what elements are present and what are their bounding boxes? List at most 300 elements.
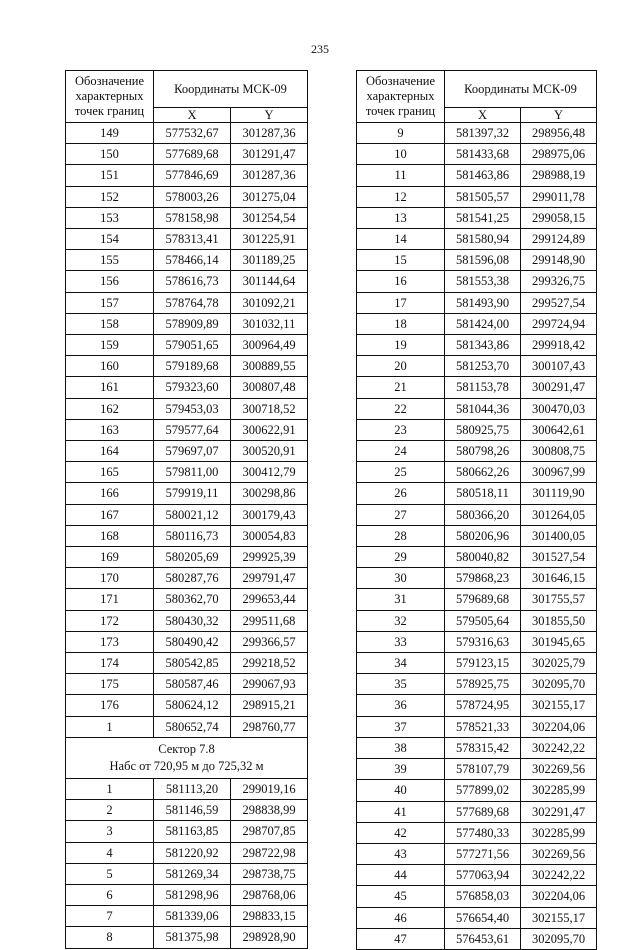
table-row [66,695,308,716]
coordinates-table-right [356,70,597,950]
table-row [66,398,308,419]
point-number-cell: 14 [357,229,445,250]
point-number-cell: 170 [66,568,154,589]
point-number-cell: 21 [357,377,445,398]
table-row [66,292,308,313]
point-number-cell: 9 [357,123,445,144]
table-row [357,441,597,462]
table-row [66,462,308,483]
x-coordinate-cell: 577846,69 [154,165,231,186]
y-coordinate-cell: 300298,86 [231,483,308,504]
point-number-cell: 31 [357,589,445,610]
table-row [357,822,597,843]
y-coordinate-cell: 301400,05 [521,525,597,546]
table-row [357,589,597,610]
x-coordinate-cell: 579505,64 [445,610,521,631]
point-number-cell: 156 [66,271,154,292]
point-number-cell: 162 [66,398,154,419]
table-row [357,674,597,695]
x-coordinate-cell: 579689,68 [445,589,521,610]
table-row [357,631,597,652]
table-row [66,800,308,821]
y-coordinate-cell: 300808,75 [521,441,597,462]
x-column-header: X [154,108,231,123]
y-coordinate-cell: 301755,57 [521,589,597,610]
x-column-header: X [445,108,521,123]
table-row [357,695,597,716]
x-coordinate-cell: 577899,02 [445,780,521,801]
y-coordinate-cell: 300807,48 [231,377,308,398]
point-number-cell: 153 [66,207,154,228]
x-coordinate-cell: 581146,59 [154,800,231,821]
table-row [357,292,597,313]
point-number-cell: 173 [66,631,154,652]
x-coordinate-cell: 581375,98 [154,927,231,948]
y-coordinate-cell: 301646,15 [521,568,597,589]
y-coordinate-cell: 301287,36 [231,165,308,186]
table-row [66,821,308,842]
table-row [357,568,597,589]
point-number-cell: 174 [66,653,154,674]
point-number-cell: 23 [357,419,445,440]
y-column-header: Y [231,108,308,123]
y-coordinate-cell: 302242,22 [521,865,597,886]
y-coordinate-cell: 302204,06 [521,716,597,737]
y-coordinate-cell: 302155,17 [521,695,597,716]
point-number-cell: 32 [357,610,445,631]
table-row [357,335,597,356]
table-row [357,186,597,207]
point-number-cell: 15 [357,250,445,271]
point-number-cell: 46 [357,907,445,928]
table-row [357,525,597,546]
y-coordinate-cell: 302242,22 [521,737,597,758]
coordinates-header: Координаты МСК-09 [154,71,308,108]
table-row [357,271,597,292]
x-coordinate-cell: 580116,73 [154,525,231,546]
x-coordinate-cell: 581397,32 [445,123,521,144]
y-coordinate-cell: 299724,94 [521,313,597,334]
y-coordinate-cell: 298975,06 [521,144,597,165]
left-table-body-b [66,778,308,948]
y-coordinate-cell: 302095,70 [521,928,597,949]
x-coordinate-cell: 580652,74 [154,716,231,737]
x-coordinate-cell: 580542,85 [154,653,231,674]
table-row [66,906,308,927]
x-coordinate-cell: 579919,11 [154,483,231,504]
x-coordinate-cell: 576654,40 [445,907,521,928]
x-coordinate-cell: 581044,36 [445,398,521,419]
table-row [66,631,308,652]
table-row [66,207,308,228]
x-coordinate-cell: 581220,92 [154,842,231,863]
x-coordinate-cell: 578925,75 [445,674,521,695]
y-coordinate-cell: 299918,42 [521,335,597,356]
point-number-cell: 41 [357,801,445,822]
y-coordinate-cell: 299148,90 [521,250,597,271]
point-number-cell: 151 [66,165,154,186]
point-number-cell: 17 [357,292,445,313]
table-row [357,250,597,271]
y-coordinate-cell: 299326,75 [521,271,597,292]
y-coordinate-cell: 301945,65 [521,631,597,652]
y-coordinate-cell: 298838,99 [231,800,308,821]
y-coordinate-cell: 301275,04 [231,186,308,207]
table-row [66,716,308,737]
point-number-cell: 7 [66,906,154,927]
x-coordinate-cell: 579453,03 [154,398,231,419]
table-row [357,737,597,758]
table-row [357,144,597,165]
point-number-cell: 43 [357,843,445,864]
x-coordinate-cell: 581463,86 [445,165,521,186]
x-coordinate-cell: 581153,78 [445,377,521,398]
x-coordinate-cell: 580587,46 [154,674,231,695]
point-number-cell: 34 [357,653,445,674]
x-coordinate-cell: 580362,70 [154,589,231,610]
x-coordinate-cell: 579316,63 [445,631,521,652]
point-number-cell: 158 [66,313,154,334]
y-coordinate-cell: 298988,19 [521,165,597,186]
point-number-cell: 8 [66,927,154,948]
y-coordinate-cell: 300718,52 [231,398,308,419]
x-coordinate-cell: 580205,69 [154,547,231,568]
y-coordinate-cell: 298915,21 [231,695,308,716]
point-number-cell: 39 [357,759,445,780]
y-coordinate-cell: 300622,91 [231,419,308,440]
table-row [66,144,308,165]
y-coordinate-cell: 302269,56 [521,843,597,864]
y-coordinate-cell: 301189,25 [231,250,308,271]
x-coordinate-cell: 578616,73 [154,271,231,292]
y-coordinate-cell: 302291,47 [521,801,597,822]
table-row [357,801,597,822]
y-coordinate-cell: 301291,47 [231,144,308,165]
point-number-cell: 149 [66,123,154,144]
x-coordinate-cell: 579189,68 [154,356,231,377]
x-coordinate-cell: 578521,33 [445,716,521,737]
x-coordinate-cell: 577689,68 [445,801,521,822]
point-number-cell: 30 [357,568,445,589]
table-row [357,398,597,419]
y-coordinate-cell: 300107,43 [521,356,597,377]
table-row [357,356,597,377]
y-coordinate-cell: 301254,54 [231,207,308,228]
table-row [66,653,308,674]
y-coordinate-cell: 299058,15 [521,207,597,228]
point-number-cell: 167 [66,504,154,525]
point-number-cell: 16 [357,271,445,292]
table-row [357,483,597,504]
point-designation-header: Обозначение характерных точек границ [66,71,154,123]
point-number-cell: 6 [66,884,154,905]
table-row [66,165,308,186]
x-coordinate-cell: 579577,64 [154,419,231,440]
table-row [66,842,308,863]
y-coordinate-cell: 299366,57 [231,631,308,652]
x-coordinate-cell: 577532,67 [154,123,231,144]
x-coordinate-cell: 580366,20 [445,504,521,525]
x-coordinate-cell: 579868,23 [445,568,521,589]
table-row [66,229,308,250]
point-number-cell: 42 [357,822,445,843]
y-coordinate-cell: 300964,49 [231,335,308,356]
x-coordinate-cell: 580206,96 [445,525,521,546]
x-coordinate-cell: 579323,60 [154,377,231,398]
x-coordinate-cell: 580021,12 [154,504,231,525]
x-coordinate-cell: 578764,78 [154,292,231,313]
point-number-cell: 172 [66,610,154,631]
point-number-cell: 159 [66,335,154,356]
y-coordinate-cell: 302025,79 [521,653,597,674]
table-row [66,778,308,799]
x-coordinate-cell: 580798,26 [445,441,521,462]
point-number-cell: 164 [66,441,154,462]
x-coordinate-cell: 578315,42 [445,737,521,758]
table-row [66,271,308,292]
point-number-cell: 20 [357,356,445,377]
x-coordinate-cell: 581298,96 [154,884,231,905]
point-number-cell: 13 [357,207,445,228]
point-number-cell: 10 [357,144,445,165]
point-number-cell: 24 [357,441,445,462]
x-coordinate-cell: 581580,94 [445,229,521,250]
x-coordinate-cell: 580624,12 [154,695,231,716]
table-row [357,928,597,949]
table-row [66,123,308,144]
table-row [357,229,597,250]
x-coordinate-cell: 581553,38 [445,271,521,292]
point-number-cell: 2 [66,800,154,821]
x-coordinate-cell: 581505,57 [445,186,521,207]
table-row [66,356,308,377]
point-number-cell: 165 [66,462,154,483]
table-row [66,547,308,568]
sector-subtitle: Набс от 720,95 м до 725,32 м [109,758,264,773]
point-number-cell: 28 [357,525,445,546]
y-column-header: Y [521,108,597,123]
coordinates-table-left [65,70,308,949]
point-number-cell: 26 [357,483,445,504]
y-coordinate-cell: 301287,36 [231,123,308,144]
x-coordinate-cell: 580662,26 [445,462,521,483]
table-row [66,863,308,884]
y-coordinate-cell: 298760,77 [231,716,308,737]
x-coordinate-cell: 581424,00 [445,313,521,334]
y-coordinate-cell: 301032,11 [231,313,308,334]
point-designation-header: Обозначение характерных точек границ [357,71,445,123]
table-row [357,165,597,186]
y-coordinate-cell: 298928,90 [231,927,308,948]
y-coordinate-cell: 298707,85 [231,821,308,842]
y-coordinate-cell: 301527,54 [521,547,597,568]
table-row [66,186,308,207]
point-number-cell: 1 [66,716,154,737]
point-number-cell: 33 [357,631,445,652]
table-row [357,462,597,483]
y-coordinate-cell: 301092,21 [231,292,308,313]
point-number-cell: 4 [66,842,154,863]
x-coordinate-cell: 581493,90 [445,292,521,313]
y-coordinate-cell: 300470,03 [521,398,597,419]
x-coordinate-cell: 577689,68 [154,144,231,165]
point-number-cell: 166 [66,483,154,504]
x-coordinate-cell: 580518,11 [445,483,521,504]
x-coordinate-cell: 581596,08 [445,250,521,271]
y-coordinate-cell: 301855,50 [521,610,597,631]
x-coordinate-cell: 579811,00 [154,462,231,483]
point-number-cell: 161 [66,377,154,398]
table-row [357,780,597,801]
table-row [357,377,597,398]
y-coordinate-cell: 302285,99 [521,780,597,801]
page-number: 235 [311,42,329,56]
point-number-cell: 3 [66,821,154,842]
table-row [357,610,597,631]
point-number-cell: 27 [357,504,445,525]
y-coordinate-cell: 300967,99 [521,462,597,483]
table-row [66,419,308,440]
point-number-cell: 1 [66,778,154,799]
point-number-cell: 38 [357,737,445,758]
y-coordinate-cell: 302269,56 [521,759,597,780]
point-number-cell: 168 [66,525,154,546]
table-row [357,313,597,334]
y-coordinate-cell: 298738,75 [231,863,308,884]
point-number-cell: 5 [66,863,154,884]
table-row [66,335,308,356]
x-coordinate-cell: 580925,75 [445,419,521,440]
y-coordinate-cell: 302095,70 [521,674,597,695]
y-coordinate-cell: 302204,06 [521,886,597,907]
y-coordinate-cell: 300054,83 [231,525,308,546]
table-row [66,927,308,948]
y-coordinate-cell: 300520,91 [231,441,308,462]
y-coordinate-cell: 301144,64 [231,271,308,292]
point-number-cell: 25 [357,462,445,483]
table-row [66,610,308,631]
table-row [357,865,597,886]
x-coordinate-cell: 578466,14 [154,250,231,271]
sector-row [66,737,308,778]
point-number-cell: 163 [66,419,154,440]
table-row [66,250,308,271]
x-coordinate-cell: 578003,26 [154,186,231,207]
x-coordinate-cell: 581113,20 [154,778,231,799]
x-coordinate-cell: 581269,34 [154,863,231,884]
point-number-cell: 150 [66,144,154,165]
table-row [66,313,308,334]
left-table-body-a [66,123,308,738]
table-row [357,207,597,228]
y-coordinate-cell: 299019,16 [231,778,308,799]
x-coordinate-cell: 576858,03 [445,886,521,907]
point-number-cell: 36 [357,695,445,716]
x-coordinate-cell: 580490,42 [154,631,231,652]
point-number-cell: 12 [357,186,445,207]
sector-title: Сектор 7.8 [158,741,215,756]
point-number-cell: 37 [357,716,445,737]
table-row [357,843,597,864]
point-number-cell: 35 [357,674,445,695]
y-coordinate-cell: 300291,47 [521,377,597,398]
table-row [66,589,308,610]
y-coordinate-cell: 298722,98 [231,842,308,863]
point-number-cell: 171 [66,589,154,610]
table-row [357,547,597,568]
point-number-cell: 44 [357,865,445,886]
table-row [66,674,308,695]
table-row [357,653,597,674]
y-coordinate-cell: 299067,93 [231,674,308,695]
table-row [357,759,597,780]
point-number-cell: 22 [357,398,445,419]
point-number-cell: 40 [357,780,445,801]
x-coordinate-cell: 581253,70 [445,356,521,377]
point-number-cell: 154 [66,229,154,250]
point-number-cell: 155 [66,250,154,271]
x-coordinate-cell: 579697,07 [154,441,231,462]
x-coordinate-cell: 577480,33 [445,822,521,843]
x-coordinate-cell: 581339,06 [154,906,231,927]
x-coordinate-cell: 577271,56 [445,843,521,864]
y-coordinate-cell: 298768,06 [231,884,308,905]
x-coordinate-cell: 578313,41 [154,229,231,250]
y-coordinate-cell: 300889,55 [231,356,308,377]
x-coordinate-cell: 578107,79 [445,759,521,780]
table-row [66,525,308,546]
coordinates-header: Координаты МСК-09 [445,71,597,108]
y-coordinate-cell: 300179,43 [231,504,308,525]
point-number-cell: 11 [357,165,445,186]
table-row [66,884,308,905]
table-row [357,419,597,440]
x-coordinate-cell: 579123,15 [445,653,521,674]
y-coordinate-cell: 299011,78 [521,186,597,207]
x-coordinate-cell: 580040,82 [445,547,521,568]
y-coordinate-cell: 299925,39 [231,547,308,568]
point-number-cell: 176 [66,695,154,716]
y-coordinate-cell: 301119,90 [521,483,597,504]
point-number-cell: 169 [66,547,154,568]
x-coordinate-cell: 581163,85 [154,821,231,842]
point-number-cell: 47 [357,928,445,949]
y-coordinate-cell: 299527,54 [521,292,597,313]
x-coordinate-cell: 580430,32 [154,610,231,631]
table-row [357,886,597,907]
table-row [66,504,308,525]
y-coordinate-cell: 299791,47 [231,568,308,589]
x-coordinate-cell: 578909,89 [154,313,231,334]
point-number-cell: 160 [66,356,154,377]
point-number-cell: 175 [66,674,154,695]
table-row [357,716,597,737]
y-coordinate-cell: 299511,68 [231,610,308,631]
y-coordinate-cell: 302285,99 [521,822,597,843]
x-coordinate-cell: 578724,95 [445,695,521,716]
y-coordinate-cell: 302155,17 [521,907,597,928]
x-coordinate-cell: 578158,98 [154,207,231,228]
y-coordinate-cell: 299124,89 [521,229,597,250]
point-number-cell: 18 [357,313,445,334]
table-row [66,483,308,504]
sector-row-group [66,737,308,778]
y-coordinate-cell: 301264,05 [521,504,597,525]
x-coordinate-cell: 580287,76 [154,568,231,589]
y-coordinate-cell: 300412,79 [231,462,308,483]
table-row [66,377,308,398]
x-coordinate-cell: 579051,65 [154,335,231,356]
